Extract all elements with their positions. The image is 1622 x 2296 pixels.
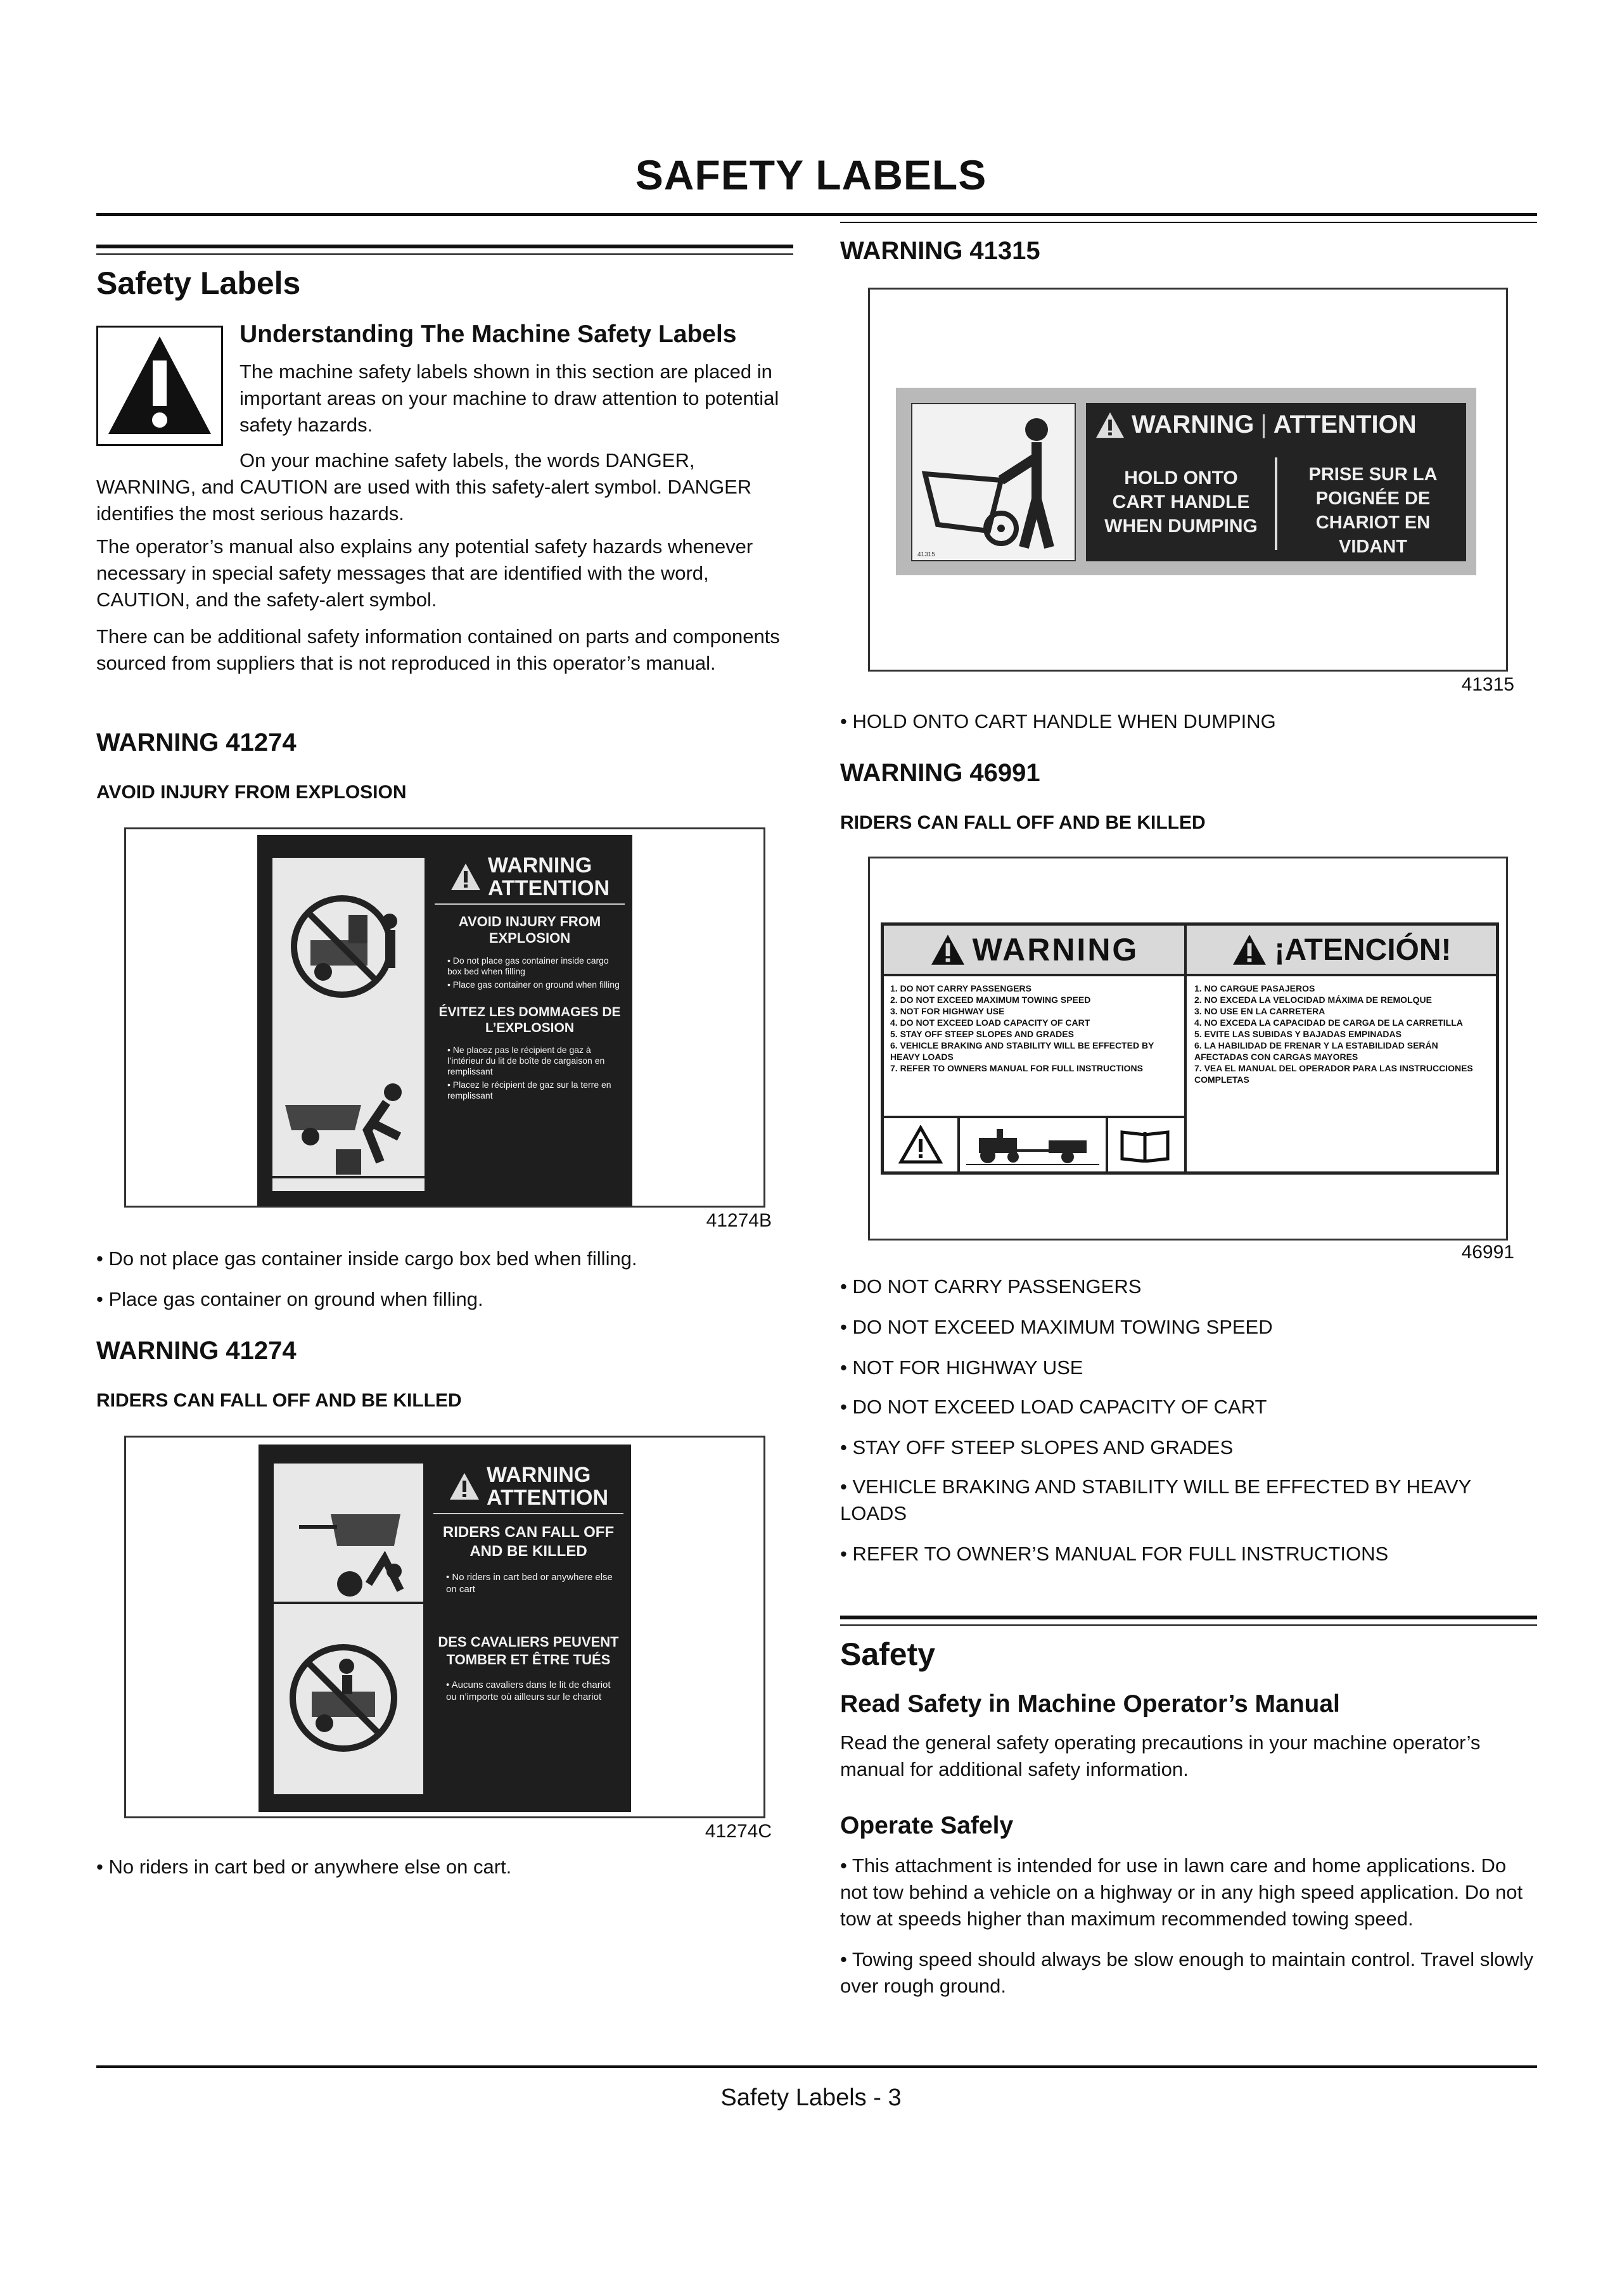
decal-41274b-hazard-fr: ÉVITEZ LES DOMMAGES DE L’EXPLOSION xyxy=(438,1005,621,1035)
decal-41274b-bullet1-fr: • Ne placez pas le récipient de gaz à l’intérieur du lit de boîte de cargaison en remplissant xyxy=(447,1045,605,1076)
warning-41274-bullet-1: • Do not place gas container inside cargo box bed when filling. xyxy=(96,1247,637,1270)
decal-41315-title-en: WARNING xyxy=(1132,411,1255,438)
decal-41274b-title-en: WARNING xyxy=(487,853,592,877)
left-section-rule xyxy=(96,245,793,248)
decal-41315-text-en: HOLD ONTO CART HANDLE WHEN DUMPING xyxy=(1104,468,1258,537)
hold-cart-handle-icon xyxy=(912,404,1075,560)
decal-46991-icon-cell xyxy=(884,1118,960,1171)
label-41274c-caption: 41274C xyxy=(705,1821,772,1842)
decal-41274b-text-panel xyxy=(435,854,625,1196)
intro-paragraph-2: On your machine safety labels, the words DANGER, WARNING, and CAUTION are used with this safety-alert symbol. DANGER identifies the most serious hazards. xyxy=(96,449,752,525)
warning-41274-bullet-2: • Place gas container on ground when filling. xyxy=(96,1288,483,1310)
decal-41274c-title-en: WARNING xyxy=(486,1463,591,1487)
warning-46991-bullet: • NOT FOR HIGHWAY USE xyxy=(840,1356,1083,1379)
warning-46991-bullet: • VEHICLE BRAKING AND STABILITY WILL BE EFFECTED BY HEAVY LOADS xyxy=(840,1476,1471,1524)
decal-41274c-bullet1-en: • No riders in cart bed or anywhere else on cart xyxy=(446,1572,613,1595)
decal-46991-item-es: 6. LA HABILIDAD DE FRENAR Y LA ESTABILIDAD SERÁN AFECTADAS CON CARGAS MAYORES xyxy=(1194,1040,1438,1062)
decal-41315-divider xyxy=(1275,457,1277,550)
decal-41315-text-panel xyxy=(1086,403,1466,561)
page-title: SAFETY LABELS xyxy=(635,151,987,198)
gas-on-ground-icon xyxy=(272,1061,425,1187)
decal-41274c-hazard-en: RIDERS CAN FALL OFF AND BE KILLED xyxy=(442,1524,615,1560)
section-title-safety-labels: Safety Labels xyxy=(96,265,301,301)
safety-section-rule-thin xyxy=(840,1624,1537,1626)
operate-safely-bullet-2: • Towing speed should always be slow enough to maintain control. Travel slowly over rough ground. xyxy=(840,1948,1534,1997)
decal-46991-item-en: 7. REFER TO OWNERS MANUAL FOR FULL INSTRUCTIONS xyxy=(890,1063,1144,1073)
decal-46991-list-en xyxy=(890,983,1182,1074)
decal-41274b-title-fr: ATTENTION xyxy=(487,876,610,900)
page-footer: Safety Labels - 3 xyxy=(720,2084,902,2111)
decal-41315-title-separator: | xyxy=(1260,411,1267,438)
decal-46991-item-es: 2. NO EXCEDA LA VELOCIDAD MÁXIMA DE REMOLQUE xyxy=(1194,995,1432,1005)
decal-46991-list-es xyxy=(1194,983,1492,1085)
subsection-read-safety: Read Safety in Machine Operator’s Manual xyxy=(840,1690,1340,1718)
decal-alert-triangle-icon xyxy=(450,862,482,891)
decal-46991-title-es: ¡ATENCIÓN! xyxy=(1274,933,1452,967)
label-41274b-caption: 41274B xyxy=(706,1210,772,1231)
decal-41315 xyxy=(896,388,1476,575)
decal-41274b-bullet1-en: • Do not place gas container inside cargo box bed when filling xyxy=(447,955,609,976)
title-divider-top xyxy=(96,213,1537,216)
warning-46991-subheading: RIDERS CAN FALL OFF AND BE KILLED xyxy=(840,812,1206,833)
decal-46991-item-es: 5. EVITE LAS SUBIDAS Y BAJADAS EMPINADAS xyxy=(1194,1029,1402,1039)
decal-46991-item-en: 1. DO NOT CARRY PASSENGERS xyxy=(890,983,1032,993)
warning-41315-bullet-1: • HOLD ONTO CART HANDLE WHEN DUMPING xyxy=(840,710,1276,732)
decal-41274b xyxy=(257,835,632,1206)
warning-41315-heading: WARNING 41315 xyxy=(840,237,1040,265)
intro-paragraph-4: There can be additional safety information contained on parts and components sourced from suppliers that is not reproduced in this operator’s manual. xyxy=(96,625,780,674)
decal-46991-item-es: 4. NO EXCEDA LA CAPACIDAD DE CARGA DE LA CARRETILLA xyxy=(1194,1017,1463,1028)
decal-41274c xyxy=(259,1445,631,1812)
decal-46991-title-en: WARNING xyxy=(972,932,1139,967)
warning-46991-bullet: • DO NOT CARRY PASSENGERS xyxy=(840,1275,1142,1298)
decal-41274b-pictogram-panel xyxy=(272,858,425,1191)
decal-46991-vertical-divider xyxy=(1184,976,1187,1171)
decal-46991-item-es: 3. NO USE EN LA CARRETERA xyxy=(1194,1006,1325,1016)
decal-46991-icon-cell xyxy=(960,1118,1108,1171)
warning-41274-riders-subheading: RIDERS CAN FALL OFF AND BE KILLED xyxy=(96,1390,462,1411)
no-riders-icon xyxy=(274,1622,423,1780)
decal-41274c-pictogram-panel xyxy=(274,1464,423,1794)
subsection-operate-safely: Operate Safely xyxy=(840,1812,1014,1839)
decal-41315-title-fr: ATTENTION xyxy=(1273,411,1417,438)
warning-41274-riders-bullet-1: • No riders in cart bed or anywhere else on cart. xyxy=(96,1856,512,1878)
section-title-safety: Safety xyxy=(840,1636,936,1672)
decal-alert-triangle-icon xyxy=(449,1472,480,1501)
decal-46991-icon-row xyxy=(884,1116,1184,1171)
warning-46991-heading: WARNING 46991 xyxy=(840,759,1040,787)
label-46991-caption: 46991 xyxy=(1461,1242,1514,1263)
decal-46991-item-en: 2. DO NOT EXCEED MAXIMUM TOWING SPEED xyxy=(890,995,1091,1005)
left-section-rule-thin xyxy=(96,253,793,255)
no-gas-in-cart-icon xyxy=(272,877,425,1035)
decal-46991 xyxy=(881,922,1499,1175)
decal-41274b-hazard-en: AVOID INJURY FROM EXPLOSION xyxy=(458,914,601,946)
decal-41274b-bullet2-fr: • Placez le récipient de gaz sur la terre en remplissant xyxy=(447,1080,611,1100)
decal-46991-header-en xyxy=(884,926,1187,976)
decal-alert-triangle-icon xyxy=(929,933,966,966)
decal-46991-item-es: 1. NO CARGUE PASAJEROS xyxy=(1194,983,1315,993)
operator-manual-book-icon xyxy=(1120,1127,1170,1163)
warning-46991-bullet: • DO NOT EXCEED LOAD CAPACITY OF CART xyxy=(840,1396,1267,1418)
decal-41315-pictogram-panel xyxy=(911,403,1076,561)
safety-section-rule xyxy=(840,1616,1537,1619)
warning-41274-heading: WARNING 41274 xyxy=(96,729,297,756)
warning-46991-bullet: • REFER TO OWNER’S MANUAL FOR FULL INSTRUCTIONS xyxy=(840,1543,1389,1565)
decal-41274b-bullet2-en: • Place gas container on ground when filling xyxy=(447,979,620,990)
decal-46991-item-en: 4. DO NOT EXCEED LOAD CAPACITY OF CART xyxy=(890,1017,1090,1028)
decal-46991-item-en: 6. VEHICLE BRAKING AND STABILITY WILL BE EFFECTED BY HEAVY LOADS xyxy=(890,1040,1154,1062)
warning-41274-subheading: AVOID INJURY FROM EXPLOSION xyxy=(96,782,407,803)
decal-46991-item-en: 5. STAY OFF STEEP SLOPES AND GRADES xyxy=(890,1029,1074,1039)
safety-alert-symbol-box xyxy=(96,326,223,446)
decal-46991-item-en: 3. NOT FOR HIGHWAY USE xyxy=(890,1006,1005,1016)
decal-41274c-text-panel xyxy=(433,1464,623,1806)
safety-alert-triangle-icon xyxy=(98,328,221,444)
operate-safely-bullet-1: • This attachment is intended for use in lawn care and home applications. Do not tow behind a vehicle on a highway or in any high speed application. Do not tow at speeds higher than maximum recommended towing speed. xyxy=(840,1854,1523,1930)
decal-41274c-hazard-fr: DES CAVALIERS PEUVENT TOMBER ET ÊTRE TUÉS xyxy=(438,1634,619,1668)
alert-triangle-outline-icon xyxy=(898,1125,943,1164)
decal-46991-item-es: 7. VEA EL MANUAL DEL OPERADOR PARA LAS INSTRUCCIONES COMPLETAS xyxy=(1194,1063,1473,1085)
intro-paragraph-3: The operator’s manual also explains any potential safety hazards whenever necessary in special safety messages that are identified with the word, CAUTION, and the safety-alert symbol. xyxy=(96,535,753,611)
title-divider-thin xyxy=(840,222,1537,223)
intro-paragraph-1: The machine safety labels shown in this section are placed in important areas on your machine to draw attention to potential safety hazards. xyxy=(239,360,779,436)
tractor-towing-cart-icon xyxy=(966,1123,1099,1167)
decal-alert-triangle-icon xyxy=(1095,411,1125,439)
warning-46991-bullet: • STAY OFF STEEP SLOPES AND GRADES xyxy=(840,1436,1234,1458)
decal-41274c-bullet1-fr: • Aucuns cavaliers dans le lit de chariot ou n’importe où ailleurs sur le chariot xyxy=(446,1680,611,1702)
decal-46991-header-es xyxy=(1187,926,1496,976)
decal-46991-icon-cell xyxy=(1108,1118,1182,1171)
read-safety-paragraph: Read the general safety operating precautions in your machine operator’s manual for additional safety information. xyxy=(840,1732,1481,1780)
warning-41274-riders-heading: WARNING 41274 xyxy=(96,1337,297,1365)
decal-41315-small-code: 41315 xyxy=(917,551,935,558)
decal-41274c-title-fr: ATTENTION xyxy=(486,1486,608,1510)
subsection-understanding-labels: Understanding The Machine Safety Labels xyxy=(239,321,737,348)
label-41315-caption: 41315 xyxy=(1461,674,1514,695)
warning-46991-bullet: • DO NOT EXCEED MAXIMUM TOWING SPEED xyxy=(840,1316,1273,1338)
decal-alert-triangle-icon xyxy=(1231,933,1268,966)
rider-falling-off-cart-icon xyxy=(274,1489,423,1616)
decal-41315-text-fr: PRISE SUR LA POIGNÉE DE CHARIOT EN VIDANT xyxy=(1308,464,1438,557)
footer-rule xyxy=(96,2065,1537,2068)
